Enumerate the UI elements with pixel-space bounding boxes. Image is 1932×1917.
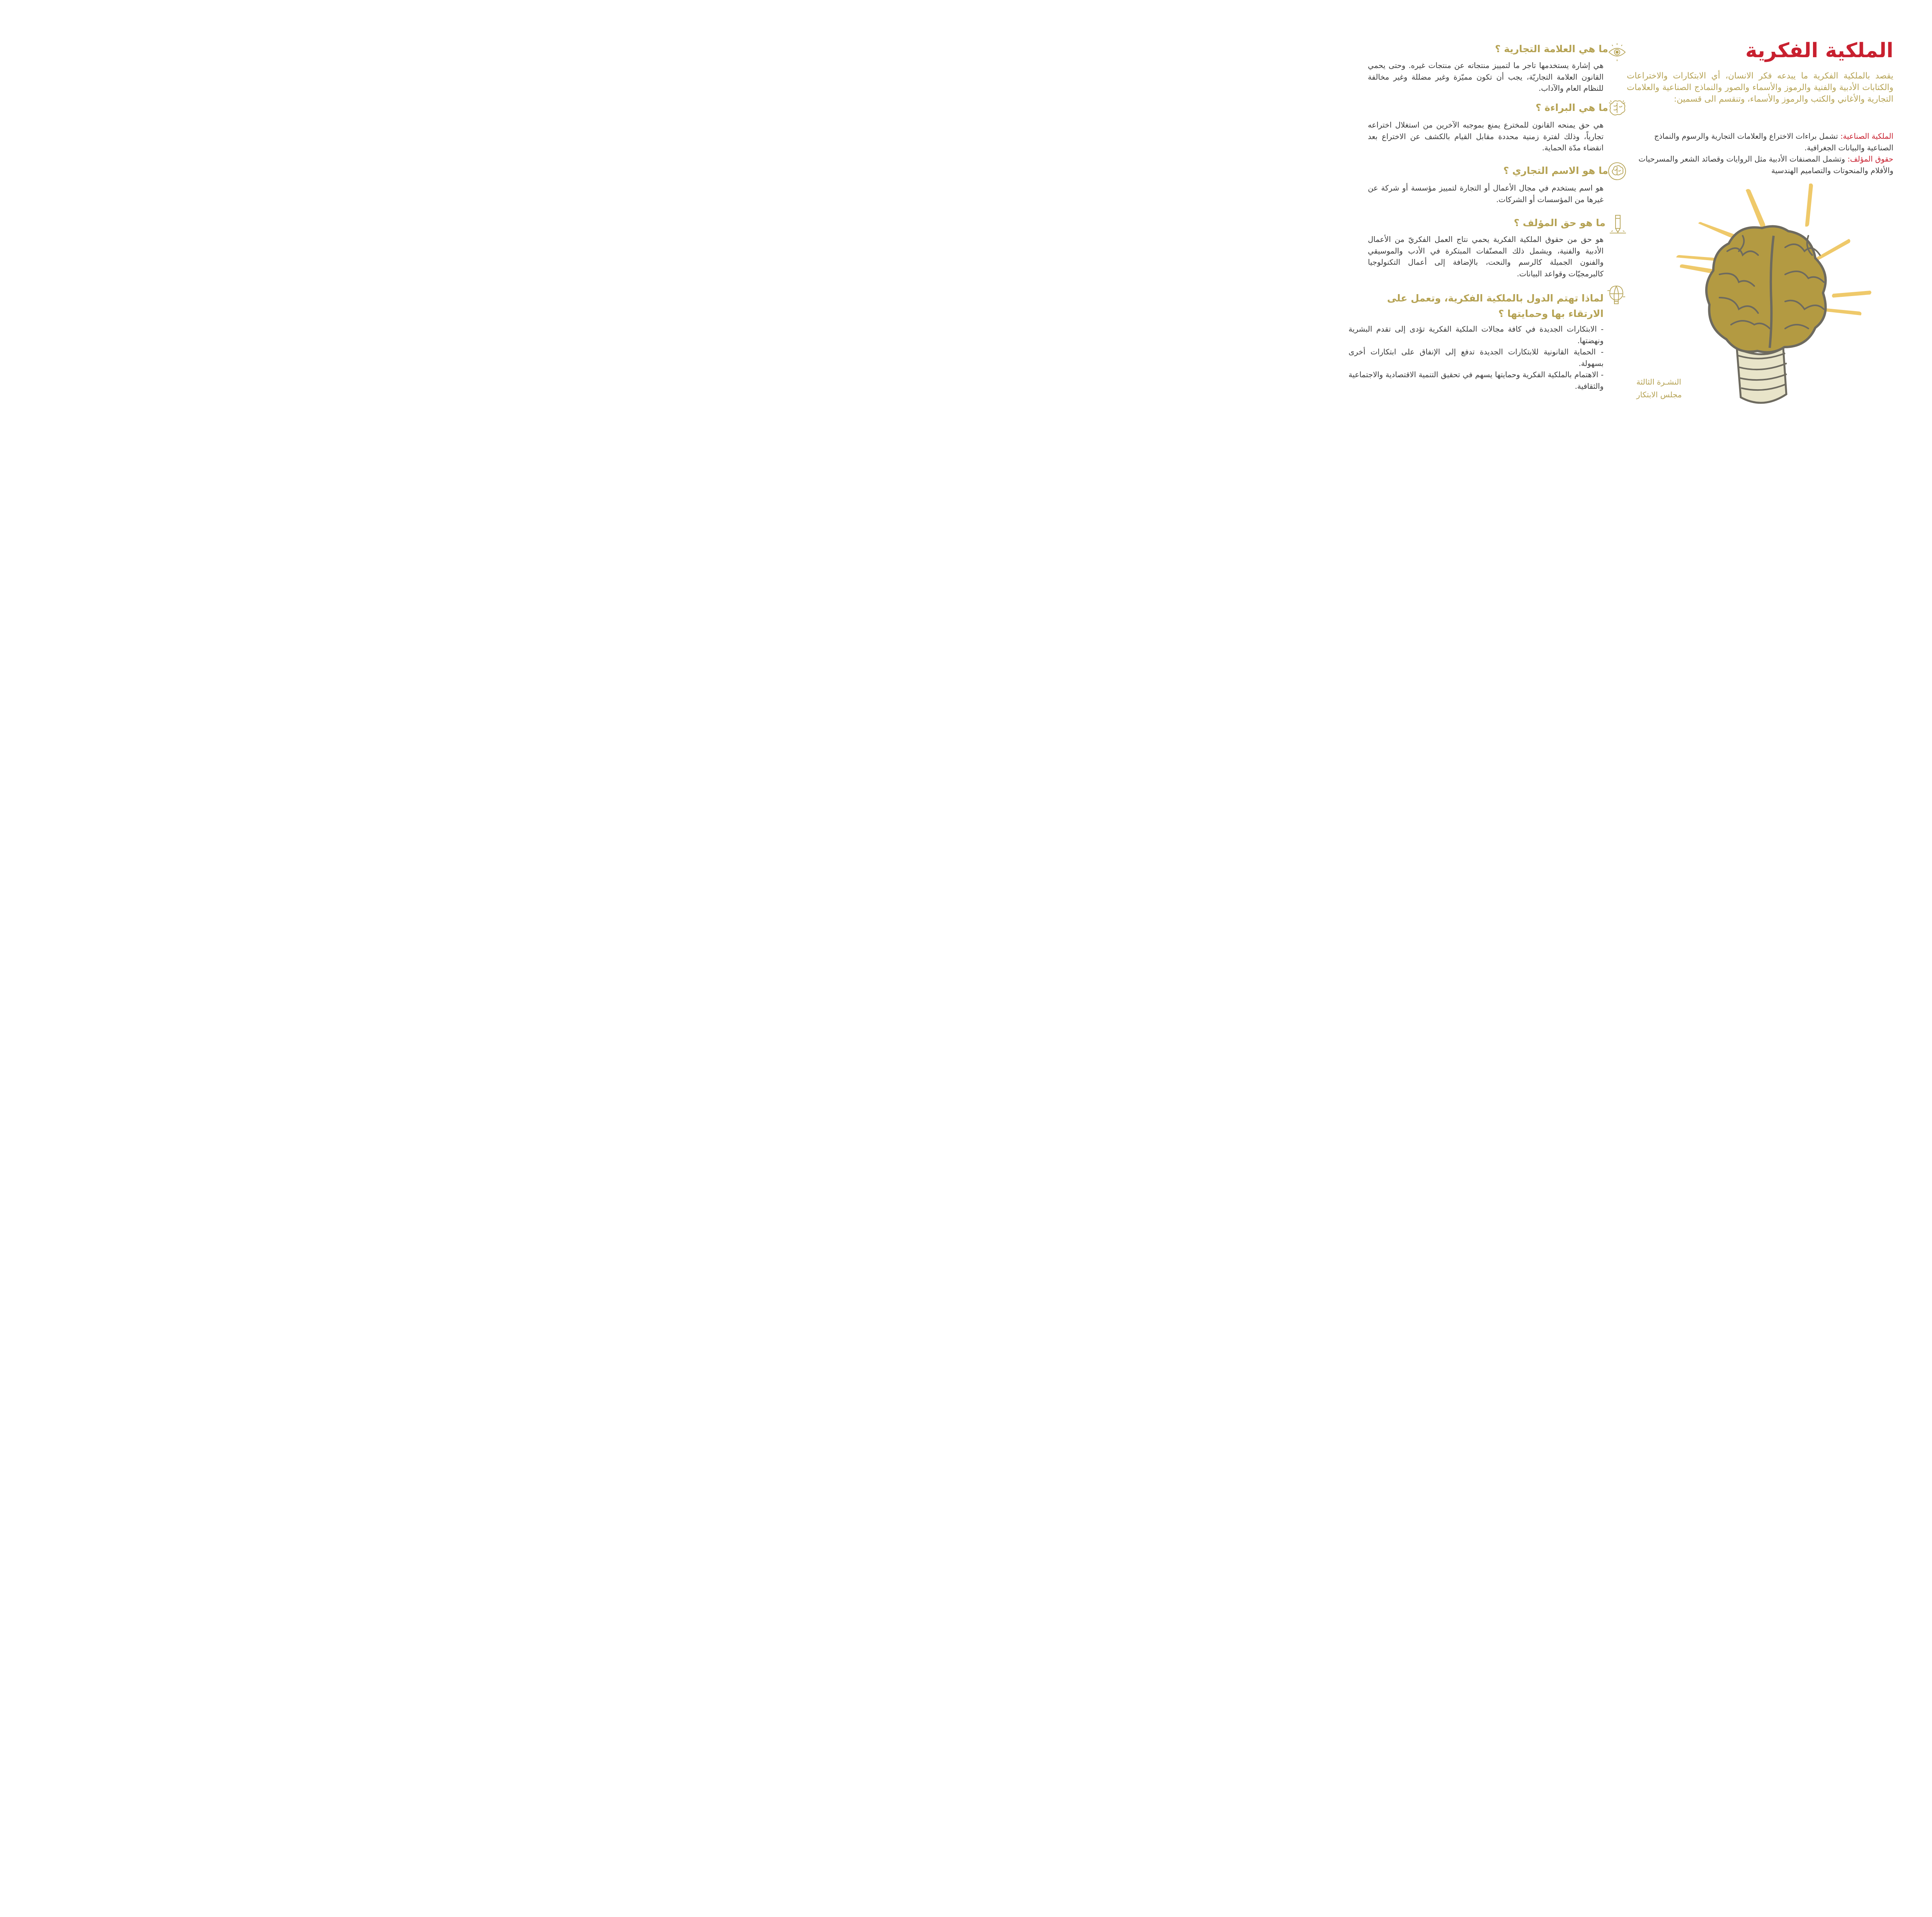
divisions-block (1627, 131, 1893, 176)
trade-name-heading: ما هو الاسم التجاري ؟ (1503, 165, 1608, 176)
intro-paragraph: يقصد بالملكية الفكرية ما يبدعه فكر الانسان، أي الابتكارات والاختراعات والكتابات الأدبية والفنية والرموز والأسماء والصور والنماذج الصناعية والعلامات التجارية والأغاني والكتب والرموز والأسماء، وتنقسم الى قسمين: (1627, 71, 1893, 104)
brain-lightbulb-illustration (1669, 182, 1909, 414)
list-item: - الحماية القانونية للابتكارات الجديدة تدفع إلى الإنفاق على ابتكارات أخرى بسهولة. (1349, 347, 1604, 368)
why-protect-list (1349, 323, 1604, 392)
list-item: - الاهتمام بالملكية الفكرية وحمايتها يسهم في تحقيق التنمية الاقتصادية والاجتماعية والثقافية. (1349, 370, 1604, 391)
page-title: الملكية الفكرية (1745, 39, 1893, 62)
industrial-property-text: تشمل براءات الاختراع والعلامات التجارية والرسوم والنماذج الصناعية والبيانات الجغرافية. (1654, 132, 1893, 152)
why-protect-heading: لماذا تهتم الدول بالملكية الفكرية، وتعمل على الارتقاء بها وحمايتها ؟ (1387, 293, 1604, 319)
copyright-section-text: هو حق من حقوق الملكية الفكرية يحمي نتاج العمل الفكريّ من الأعمال الأدبية والفنية، ويشمل ذلك المصنّفات المبتكرة في الأدب والموسيقي والفنون الجميلة كالرسم والنحت، بالإضافة إلى أعمال التكنولوجيا كالبرمجيّات وقواعد البيانات. (1368, 235, 1604, 278)
brain-sparkle-icon (1607, 98, 1627, 117)
patent-heading: ما هي البراءة ؟ (1536, 102, 1608, 113)
list-item: - الابتكارات الجديدة في كافة مجالات الملكية الفكرية تؤدى إلى تقدم البشرية ونهضتها. (1349, 325, 1604, 345)
brain-shape (1706, 226, 1826, 352)
brain-cycle-icon (1607, 162, 1627, 181)
trademark-text: هي إشارة يستخدمها تاجر ما لتمييز منتجاته عن منتجات غيره. وحتى يحمي القانون العلامة التجاريّة، يجب أن تكون مميّزة وغير مضللة وغير مخالفة للنظام العام والآداب. (1368, 61, 1604, 93)
trademark-heading: ما هي العلامة التجارية ؟ (1495, 43, 1608, 54)
copyright-label: حقوق المؤلف: (1847, 155, 1893, 163)
bulb-base (1737, 348, 1787, 403)
hot-air-balloon-icon (1607, 285, 1626, 305)
issue-number: النشـرة الثالثة (1636, 377, 1681, 386)
copyright-text: وتشمل المصنفات الأدبية مثل الروايات وقصائد الشعر والمسرحيات والأفلام والمنحوتات والتصاميم الهندسية (1638, 155, 1893, 175)
eye-icon (1607, 43, 1627, 62)
trade-name-text: هو اسم يستخدم في مجال الأعمال أو التجارة لتمييز مؤسسة أو شركة عن غيرها من المؤسسات أو الشركات. (1368, 184, 1604, 204)
industrial-property-label: الملكية الصناعية: (1840, 132, 1893, 141)
copyright-heading: ما هو حق المؤلف ؟ (1514, 217, 1605, 228)
issue-footer (1636, 376, 1698, 401)
patent-text: هي حق يمنحه القانون للمخترع يمنع بموجبه الآخرين من استغلال اختراعه تجارياً، وذلك لفترة زمنية محددة مقابل القيام بالكشف عن الاختراع بعد انقضاء مدّة الحماية. (1368, 121, 1604, 152)
pencil-icon (1608, 215, 1628, 234)
council-name: مجلس الابتكار (1636, 390, 1682, 399)
